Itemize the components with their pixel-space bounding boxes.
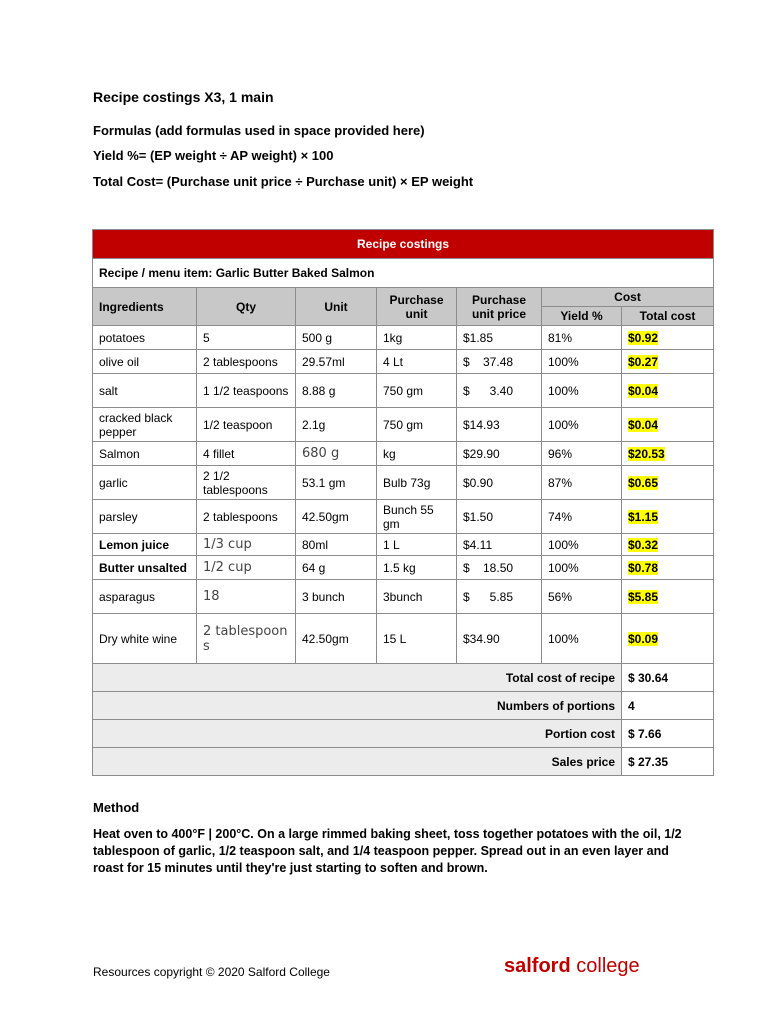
summary-value: $ 7.66 [622, 720, 714, 748]
price-cell: $0.90 [457, 466, 542, 500]
ingredient-cell: Butter unsalted [93, 556, 197, 580]
unit-cell: 80ml [296, 534, 377, 556]
total-cost-cell [622, 326, 714, 350]
yield-cell: 74% [542, 500, 622, 534]
table-row [93, 374, 714, 408]
qty-cell: 2 tablespoons [197, 350, 296, 374]
logo-word-salford: salford [504, 955, 571, 977]
summary-row [93, 664, 714, 692]
total-cost-value: $20.53 [628, 446, 665, 461]
price-cell: $14.93 [457, 408, 542, 442]
yield-cell: 100% [542, 374, 622, 408]
qty-cell: 4 fillet [197, 442, 296, 466]
unit-cell: 500 g [296, 326, 377, 350]
unit-cell: 42.50gm [296, 614, 377, 664]
yield-cell: 96% [542, 442, 622, 466]
summary-value: 4 [622, 692, 714, 720]
purchase-unit-cell: 750 gm [377, 374, 457, 408]
ingredient-cell: garlic [93, 466, 197, 500]
header-yield: Yield % [542, 307, 622, 326]
qty-cell: 18 [197, 580, 296, 614]
yield-cell: 81% [542, 326, 622, 350]
yield-formula: Yield %= (EP weight ÷ AP weight) × 100 [93, 148, 334, 163]
table-row [93, 408, 714, 442]
total-cost-value: $0.04 [628, 417, 659, 432]
ingredient-cell: potatoes [93, 326, 197, 350]
ingredient-cell: parsley [93, 500, 197, 534]
ingredient-cell: asparagus [93, 580, 197, 614]
header-cost: Cost [542, 288, 714, 307]
qty-cell: 1/3 cup [197, 534, 296, 556]
summary-label: Numbers of portions [93, 692, 622, 720]
method-text: Heat oven to 400°F | 200°C. On a large rimmed baking sheet, toss together potatoes with the oil, 1/2 tablespoon of garlic, 1/2 teaspoon salt, and 1/4 teaspoon pepper. Spread out in an even layer and roast for 15 minutes until they're just starting to soften and brown. [93, 827, 682, 875]
summary-label: Sales price [93, 748, 622, 776]
table-row [93, 350, 714, 374]
total-cost-value: $1.15 [628, 509, 659, 524]
total-cost-cell [622, 466, 714, 500]
table-banner: Recipe costings [93, 230, 714, 259]
purchase-unit-cell: Bulb 73g [377, 466, 457, 500]
unit-cell: 64 g [296, 556, 377, 580]
table-row [93, 614, 714, 664]
unit-cell: 53.1 gm [296, 466, 377, 500]
ingredient-cell: salt [93, 374, 197, 408]
ingredient-cell: Salmon [93, 442, 197, 466]
qty-cell: 1/2 teaspoon [197, 408, 296, 442]
ingredient-cell: Dry white wine [93, 614, 197, 664]
yield-cell: 100% [542, 350, 622, 374]
total-cost-value: $0.78 [628, 560, 659, 575]
header-qty: Qty [197, 288, 296, 326]
unit-cell: 8.88 g [296, 374, 377, 408]
total-cost-value: $0.65 [628, 475, 659, 490]
purchase-unit-cell: 3bunch [377, 580, 457, 614]
purchase-unit-cell: Bunch 55 gm [377, 500, 457, 534]
total-cost-cell [622, 556, 714, 580]
summary-row [93, 720, 714, 748]
price-cell: $34.90 [457, 614, 542, 664]
total-cost-cell [622, 350, 714, 374]
total-cost-value: $5.85 [628, 589, 659, 604]
price-cell: $29.90 [457, 442, 542, 466]
table-row [93, 326, 714, 350]
summary-row [93, 748, 714, 776]
total-cost-cell [622, 442, 714, 466]
ingredient-cell: Lemon juice [93, 534, 197, 556]
document-title: Recipe costings X3, 1 main [93, 89, 274, 105]
total-cost-cell [622, 580, 714, 614]
yield-cell: 100% [542, 614, 622, 664]
total-cost-cell [622, 408, 714, 442]
price-cell: $ 18.50 [457, 556, 542, 580]
total-cost-cell [622, 374, 714, 408]
purchase-unit-cell: kg [377, 442, 457, 466]
total-cost-cell [622, 500, 714, 534]
qty-cell: 2 tablespoons [197, 500, 296, 534]
unit-cell: 680 g [296, 442, 377, 466]
copyright-footer: Resources copyright © 2020 Salford College [93, 965, 330, 979]
summary-row [93, 692, 714, 720]
unit-cell: 29.57ml [296, 350, 377, 374]
unit-cell: 2.1g [296, 408, 377, 442]
qty-cell: 1 1/2 teaspoons [197, 374, 296, 408]
header-unit: Unit [296, 288, 377, 326]
yield-cell: 100% [542, 534, 622, 556]
price-cell: $ 37.48 [457, 350, 542, 374]
method-heading: Method [93, 800, 140, 815]
summary-label: Portion cost [93, 720, 622, 748]
qty-cell: 2 1/2 tablespoons [197, 466, 296, 500]
price-cell: $1.50 [457, 500, 542, 534]
purchase-unit-cell: 4 Lt [377, 350, 457, 374]
ingredient-cell: cracked black pepper [93, 408, 197, 442]
summary-value: $ 27.35 [622, 748, 714, 776]
total-cost-value: $0.92 [628, 330, 659, 345]
summary-value: $ 30.64 [622, 664, 714, 692]
price-cell: $ 3.40 [457, 374, 542, 408]
purchase-unit-cell: 1kg [377, 326, 457, 350]
total-cost-value: $0.04 [628, 383, 659, 398]
purchase-unit-cell: 1.5 kg [377, 556, 457, 580]
total-cost-value: $0.09 [628, 631, 659, 646]
header-total-cost: Total cost [622, 307, 714, 326]
total-cost-cell [622, 614, 714, 664]
total-cost-cell [622, 534, 714, 556]
yield-cell: 100% [542, 408, 622, 442]
purchase-unit-cell: 1 L [377, 534, 457, 556]
table-row [93, 580, 714, 614]
price-cell: $ 5.85 [457, 580, 542, 614]
qty-cell: 2 tablespoon s [197, 614, 296, 664]
purchase-unit-cell: 15 L [377, 614, 457, 664]
qty-cell: 5 [197, 326, 296, 350]
recipe-menu-item: Recipe / menu item: Garlic Butter Baked Salmon [93, 259, 714, 288]
header-purchase-unit-price: Purchase unit price [457, 288, 542, 326]
price-cell: $4.11 [457, 534, 542, 556]
total-cost-formula: Total Cost= (Purchase unit price ÷ Purchase unit) × EP weight [93, 174, 474, 189]
table-row [93, 466, 714, 500]
qty-cell: 1/2 cup [197, 556, 296, 580]
yield-cell: 56% [542, 580, 622, 614]
header-ingredients: Ingredients [93, 288, 197, 326]
unit-cell: 42.50gm [296, 500, 377, 534]
logo-word-college: college [576, 955, 640, 977]
yield-cell: 100% [542, 556, 622, 580]
purchase-unit-cell: 750 gm [377, 408, 457, 442]
header-purchase-unit: Purchase unit [377, 288, 457, 326]
recipe-costing-table [92, 229, 714, 776]
ingredient-cell: olive oil [93, 350, 197, 374]
unit-cell: 3 bunch [296, 580, 377, 614]
summary-label: Total cost of recipe [93, 664, 622, 692]
table-row [93, 442, 714, 466]
yield-cell: 87% [542, 466, 622, 500]
table-row [93, 500, 714, 534]
table-row [93, 556, 714, 580]
formulas-heading: Formulas (add formulas used in space provided here) [93, 123, 425, 138]
price-cell: $1.85 [457, 326, 542, 350]
salford-college-logo [504, 955, 640, 978]
total-cost-value: $0.27 [628, 354, 659, 369]
total-cost-value: $0.32 [628, 537, 659, 552]
table-row [93, 534, 714, 556]
